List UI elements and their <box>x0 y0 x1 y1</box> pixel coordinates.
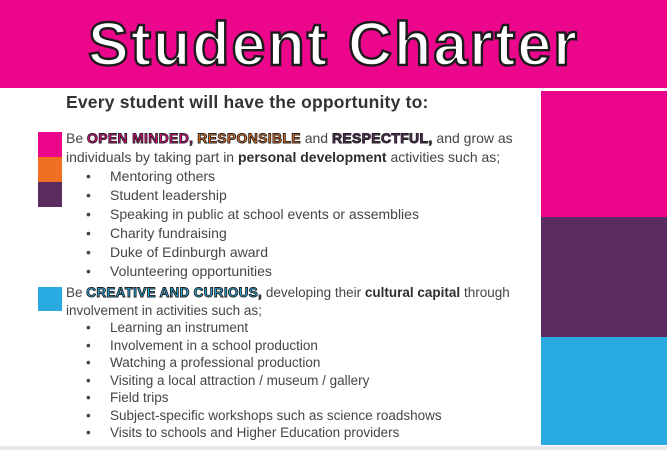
keyword-creative-curious: CREATIVE AND CURIOUS, <box>86 285 263 300</box>
rail-purple-block <box>541 217 667 337</box>
bullet-item: • Learning an instrument <box>66 319 548 337</box>
emph-cultural-capital: cultural capital <box>364 285 461 300</box>
bullet-item: • Subject-specific workshops such as science roadshows <box>66 407 548 425</box>
swatch-pink <box>38 132 62 157</box>
intro-heading: Every student will have the opportunity to: <box>66 92 429 112</box>
bottom-strip <box>0 446 667 450</box>
rail-blue-block <box>541 337 667 445</box>
bullet-item: • Visits to schools and Higher Education providers <box>66 424 548 442</box>
keyword-open-minded: OPEN MINDED, <box>87 130 194 146</box>
section-lead <box>66 129 548 167</box>
swatch-purple <box>38 182 62 207</box>
bullet-item: • Volunteering opportunities <box>66 262 548 281</box>
lead-text: and <box>300 130 332 146</box>
rail-pink-block <box>541 91 667 217</box>
lead-text: and grow as individuals by taking part in <box>66 130 513 165</box>
bullet-item: • Involvement in a school production <box>66 337 548 355</box>
section-open-minded <box>66 129 548 281</box>
keyword-respectful: RESPECTFUL, <box>331 130 433 146</box>
bullet-list <box>66 319 548 442</box>
keyword-responsible: RESPONSIBLE <box>197 130 301 146</box>
page-title: Student Charter <box>88 10 579 78</box>
section-creative-curious <box>66 284 548 442</box>
bullet-item: • Charity fundraising <box>66 224 548 243</box>
header-banner <box>0 0 667 88</box>
bullet-list <box>66 167 548 281</box>
swatch-blue <box>38 287 62 311</box>
lead-text: Be <box>66 130 88 146</box>
bullet-item: • Visiting a local attraction / museum / gallery <box>66 372 548 390</box>
emph-personal-development: personal development <box>238 149 387 165</box>
lead-text: Be <box>66 285 87 300</box>
bullet-item: • Speaking in public at school events or assemblies <box>66 205 548 224</box>
lead-text: developing their <box>262 285 365 300</box>
swatch-orange <box>38 157 62 182</box>
bullet-item: • Field trips <box>66 389 548 407</box>
bullet-item: • Duke of Edinburgh award <box>66 243 548 262</box>
bullet-item: • Watching a professional production <box>66 354 548 372</box>
lead-text: through involvement in activities such as; <box>66 285 510 318</box>
section-lead <box>66 284 548 319</box>
bullet-item: • Mentoring others <box>66 167 548 186</box>
bullet-item: • Student leadership <box>66 186 548 205</box>
lead-text: activities such as; <box>386 149 501 165</box>
